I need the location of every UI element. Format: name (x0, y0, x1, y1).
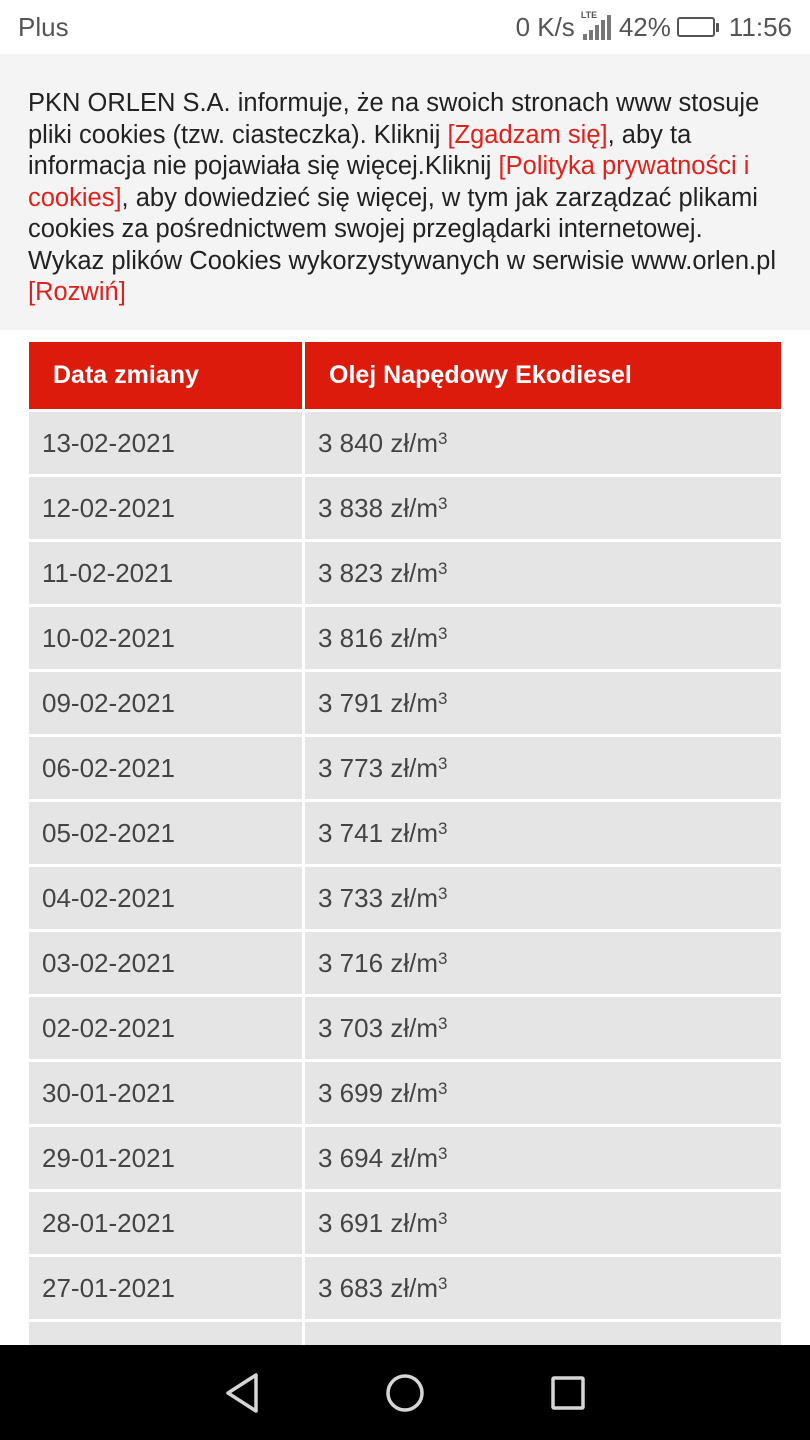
status-bar (0, 0, 810, 54)
table-row (29, 607, 781, 669)
price-unit: zł/m (390, 1207, 438, 1238)
cookie-text-1: PKN ORLEN S.A. informuje, że na swoich stronach www stosuje pliki cookies (tzw. ciasteczka). Kliknij (28, 89, 760, 149)
price-cell (305, 1062, 781, 1124)
price-unit: zł/m (390, 492, 438, 523)
price-value: 3 838 (318, 492, 384, 523)
price-unit: zł/m (390, 752, 438, 783)
price-value: 3 791 (318, 687, 384, 718)
price-cell (305, 542, 781, 604)
unit-exponent: 3 (437, 1209, 448, 1228)
price-unit: zł/m (390, 687, 438, 718)
unit-exponent: 3 (437, 754, 448, 773)
price-cell (305, 412, 781, 474)
cookie-banner (0, 54, 810, 330)
unit-exponent: 3 (437, 1144, 448, 1163)
date-cell: 06-02-2021 (29, 737, 302, 799)
header-product: Olej Napędowy Ekodiesel (305, 342, 781, 409)
back-triangle-icon (222, 1371, 262, 1415)
unit-exponent: 3 (437, 559, 448, 578)
unit-exponent: 3 (437, 689, 448, 708)
table-row (29, 1257, 781, 1319)
date-cell: 11-02-2021 (29, 542, 302, 604)
price-unit: zł/m (390, 882, 438, 913)
signal-icon (580, 10, 611, 40)
price-cell (305, 672, 781, 734)
price-value: 3 699 (318, 1077, 384, 1108)
price-unit: zł/m (390, 1142, 438, 1173)
table-body (29, 412, 781, 1384)
price-unit: zł/m (390, 947, 438, 978)
price-cell (305, 867, 781, 929)
price-unit: zł/m (390, 1012, 438, 1043)
price-value: 3 816 (318, 622, 384, 653)
price-cell (305, 1127, 781, 1189)
carrier-label: Plus (18, 11, 69, 42)
table-row (29, 867, 781, 929)
date-cell: 09-02-2021 (29, 672, 302, 734)
expand-cookies-link[interactable]: [Rozwiń] (28, 278, 126, 306)
price-cell (305, 737, 781, 799)
price-cell (305, 997, 781, 1059)
price-value: 3 694 (318, 1142, 384, 1173)
price-unit: zł/m (390, 1077, 438, 1108)
unit-exponent: 3 (437, 429, 448, 448)
date-cell: 04-02-2021 (29, 867, 302, 929)
date-cell: 03-02-2021 (29, 932, 302, 994)
price-value: 3 716 (318, 947, 384, 978)
date-cell: 30-01-2021 (29, 1062, 302, 1124)
price-unit: zł/m (390, 622, 438, 653)
table-row (29, 672, 781, 734)
date-cell: 02-02-2021 (29, 997, 302, 1059)
table-row (29, 1192, 781, 1254)
navigation-bar (0, 1345, 810, 1440)
unit-exponent: 3 (437, 884, 448, 903)
price-cell (305, 607, 781, 669)
table-row (29, 1127, 781, 1189)
date-cell: 29-01-2021 (29, 1127, 302, 1189)
clock: 11:56 (728, 11, 792, 42)
date-cell: 05-02-2021 (29, 802, 302, 864)
cookie-text-3: , aby dowiedzieć się więcej, w tym jak zarządzać plikami cookies za pośrednictwem swojej przeglądarki internetowej. Wykaz plików Cookies wykorzystywanych w serwisie www.orlen.pl (28, 183, 776, 275)
unit-exponent: 3 (437, 1274, 448, 1293)
price-cell (305, 802, 781, 864)
table-row (29, 932, 781, 994)
unit-exponent: 3 (437, 1079, 448, 1098)
table-row (29, 542, 781, 604)
date-cell: 28-01-2021 (29, 1192, 302, 1254)
battery-icon (677, 17, 719, 37)
table-row (29, 1062, 781, 1124)
price-value: 3 691 (318, 1207, 384, 1238)
price-unit: zł/m (390, 557, 438, 588)
price-cell (305, 1257, 781, 1319)
net-speed: 0 K/s (515, 11, 575, 42)
home-circle-icon (383, 1371, 427, 1415)
table-row (29, 412, 781, 474)
unit-exponent: 3 (437, 624, 448, 643)
back-button[interactable] (212, 1363, 272, 1423)
unit-exponent: 3 (437, 819, 448, 838)
status-indicators (516, 12, 792, 43)
price-value: 3 773 (318, 752, 384, 783)
header-date: Data zmiany (29, 342, 302, 409)
price-value: 3 703 (318, 1012, 384, 1043)
table-row (29, 802, 781, 864)
price-value: 3 683 (318, 1272, 384, 1303)
table-row (29, 477, 781, 539)
date-cell: 12-02-2021 (29, 477, 302, 539)
home-button[interactable] (375, 1363, 435, 1423)
price-unit: zł/m (390, 427, 438, 458)
price-cell (305, 932, 781, 994)
table-header (29, 342, 781, 409)
battery-percent: 42% (618, 11, 671, 42)
price-table (29, 342, 781, 1387)
price-value: 3 741 (318, 817, 384, 848)
date-cell: 10-02-2021 (29, 607, 302, 669)
accept-cookies-link[interactable]: [Zgadzam się] (447, 120, 608, 149)
table-row (29, 737, 781, 799)
date-cell: 27-01-2021 (29, 1257, 302, 1319)
lte-label: LTE (580, 10, 598, 20)
unit-exponent: 3 (437, 494, 448, 513)
date-cell: 13-02-2021 (29, 412, 302, 474)
price-value: 3 733 (318, 882, 384, 913)
table-row (29, 997, 781, 1059)
price-unit: zł/m (390, 817, 438, 848)
price-cell (305, 1192, 781, 1254)
unit-exponent: 3 (437, 949, 448, 968)
cookie-text-2: , aby ta informacja nie pojawiała się więcej.Kliknij (28, 120, 692, 180)
price-value: 3 840 (318, 427, 384, 458)
price-value: 3 823 (318, 557, 384, 588)
privacy-policy-link[interactable]: [Polityka prywatności i cookies] (28, 152, 750, 212)
price-unit: zł/m (390, 1272, 438, 1303)
recents-button[interactable] (538, 1363, 598, 1423)
unit-exponent: 3 (437, 1014, 448, 1033)
recents-square-icon (548, 1373, 588, 1413)
price-cell (305, 477, 781, 539)
